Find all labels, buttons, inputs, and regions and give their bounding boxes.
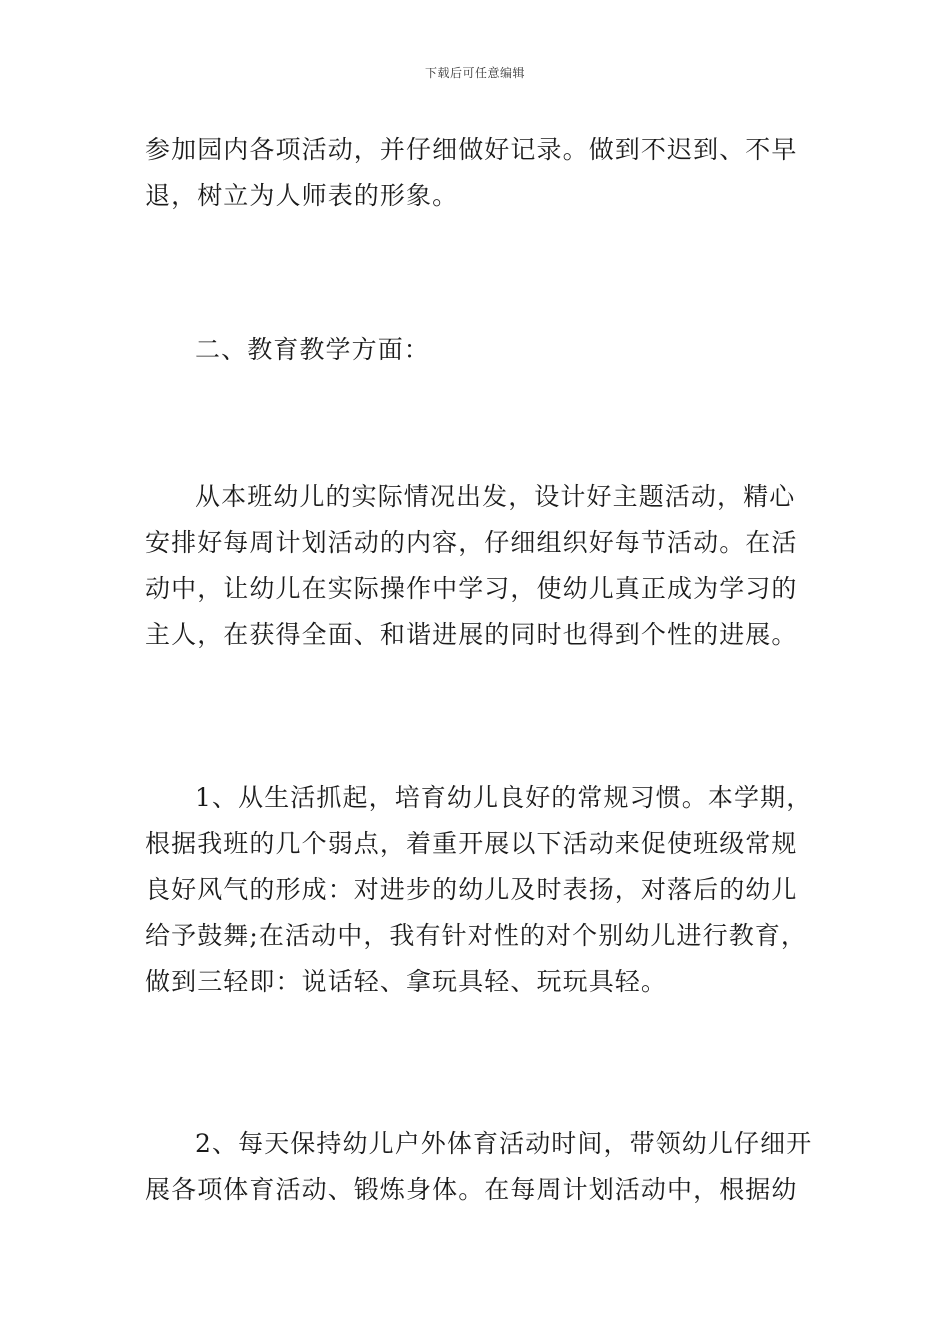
text-line: 良好风气的形成：对进步的幼儿及时表扬，对落后的幼儿 bbox=[145, 875, 798, 904]
text-line: 从本班幼儿的实际情况出发，设计好主题活动，精心 bbox=[195, 482, 796, 511]
paragraph-item-2 bbox=[145, 1121, 813, 1213]
text-line: 主人，在获得全面、和谐进展的同时也得到个性的进展。 bbox=[145, 620, 798, 649]
section-heading-text: 二、教育教学方面： bbox=[195, 335, 430, 364]
page-header: 下载后可任意编辑 bbox=[424, 66, 525, 80]
text-line: 给予鼓舞;在活动中，我有针对性的对个别幼儿进行教育， bbox=[145, 921, 808, 950]
paragraph-intro bbox=[145, 127, 810, 219]
paragraph-education bbox=[145, 474, 810, 658]
text-line: 展各项体育活动、锻炼身体。在每周计划活动中，根据幼 bbox=[145, 1175, 798, 1204]
text-line: 退，树立为人师表的形象。 bbox=[145, 181, 459, 210]
text-line: 安排好每周计划活动的内容，仔细组织好每节活动。在活 bbox=[145, 528, 798, 557]
text-line: 2、每天保持幼儿户外体育活动时间，带领幼儿仔细开 bbox=[195, 1129, 813, 1158]
text-line: 做到三轻即：说话轻、拿玩具轻、玩玩具轻。 bbox=[145, 967, 668, 996]
text-line: 动中，让幼儿在实际操作中学习，使幼儿真正成为学习的 bbox=[145, 574, 798, 603]
paragraph-item-1 bbox=[145, 775, 813, 1005]
text-line: 根据我班的几个弱点，着重开展以下活动来促使班级常规 bbox=[145, 829, 798, 858]
section-heading bbox=[145, 327, 810, 373]
text-line: 参加园内各项活动，并仔细做好记录。做到不迟到、不早 bbox=[145, 135, 798, 164]
text-line: 1、从生活抓起，培育幼儿良好的常规习惯。本学期， bbox=[195, 783, 813, 812]
